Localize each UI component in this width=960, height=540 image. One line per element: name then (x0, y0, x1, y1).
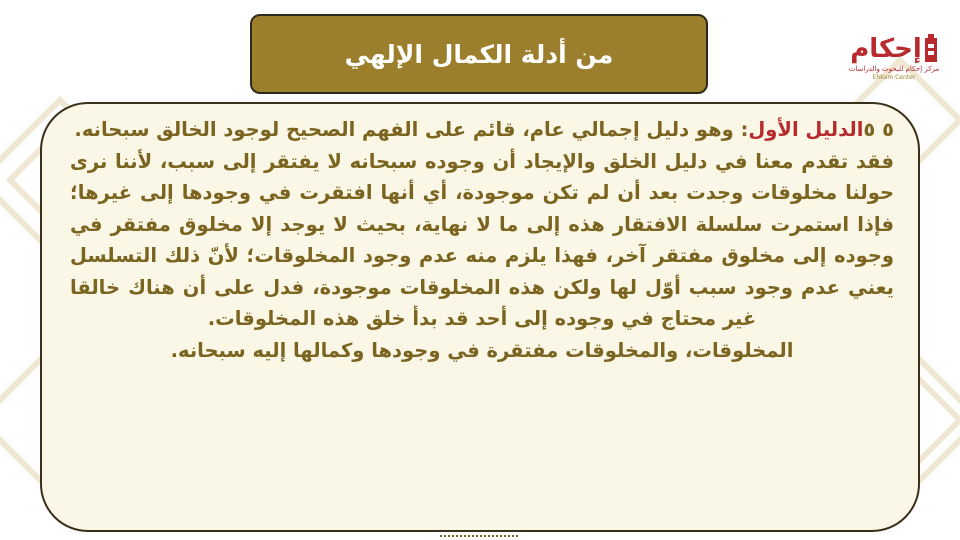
term-colon: : (740, 118, 749, 141)
first-paragraph (70, 114, 894, 146)
title-banner (250, 14, 708, 94)
bullet-marks: ٥ ٥ (863, 118, 894, 141)
second-paragraph: فقد تقدم معنا في دليل الخلق والإيجاد أن وجوده سبحانه لا يفتقر إلى سبب، لأننا نرى حولنا مخلوقات وجدت بعد أن لم تكن موجودة، أي أنها افتقرت في وجودها إلى غيرها؛ فإذا استمرت سلسلة الافتقار هذه إلى ما لا نهاية، بحيث لا يوجد إلا مخلوق مفتقر في وجوده إلى مخلوق مفتقر آخر، فهذا يلزم منه عدم وجود المخلوقات؛ لأنّ ذلك التسلسل يعني عدم وجود سبب أوّل لها ولكن هذه المخلوقات موجودة، فدل على أن هناك خالقا غير محتاج في وجوده إلى أحد قد بدأ خلق هذه المخلوقات. (70, 149, 894, 330)
logo-emblem-icon (924, 34, 938, 64)
logo-tagline: Ehkam Center (872, 74, 916, 81)
term-first-proof: الدليل الأول (748, 118, 864, 141)
third-paragraph: المخلوقات، والمخلوقات مفتقرة في وجودها وكمالها إليه سبحانه. (170, 338, 794, 362)
first-paragraph-text: وهو دليل إجمالي عام، قائم على الفهم الصحيح لوجود الخالق سبحانه. (74, 118, 741, 141)
logo-subtitle: مركز إحكام للبحوث والدراسات (848, 65, 940, 73)
logo-word: إحكام (850, 34, 922, 64)
bottom-divider (440, 535, 518, 540)
ehkam-logo (848, 28, 940, 92)
content-text (70, 114, 894, 366)
logo-mark (850, 28, 938, 64)
slide-title: من أدلة الكمال الإلهي (344, 39, 614, 69)
